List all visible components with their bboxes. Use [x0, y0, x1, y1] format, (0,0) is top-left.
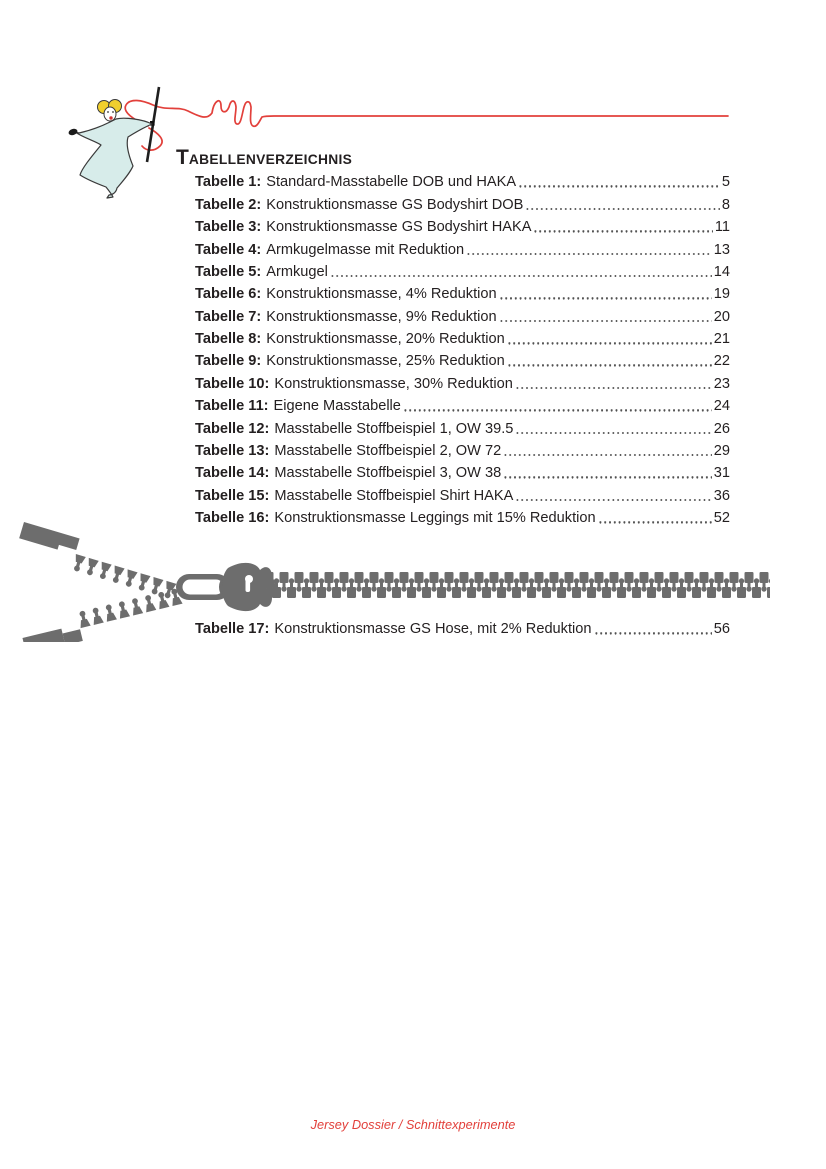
entry-label: Tabelle 9:	[195, 353, 262, 370]
entry-label: Tabelle 3:	[195, 219, 262, 236]
entry-title: Standard-Masstabelle DOB und HAKA	[266, 174, 517, 191]
entry-label: Tabelle 6:	[195, 286, 262, 303]
entry-title: Eigene Masstabelle	[273, 398, 401, 415]
dot-leader	[515, 499, 711, 501]
dot-leader	[515, 387, 712, 389]
dot-leader	[533, 230, 712, 232]
entry-label: Tabelle 5:	[195, 263, 262, 280]
toc-entry[interactable]	[195, 460, 730, 482]
toc-entry[interactable]	[195, 348, 730, 370]
entry-label: Tabelle 10:	[195, 375, 270, 392]
page-number: 56	[713, 621, 730, 637]
mouth	[109, 116, 112, 119]
page-number: 24	[713, 398, 730, 415]
page-number: 36	[713, 487, 730, 504]
zipper-chain	[264, 572, 770, 598]
entry-label: Tabelle 11:	[195, 398, 269, 415]
page-number: 20	[713, 308, 730, 325]
toc-entry[interactable]	[195, 303, 730, 325]
dot-leader	[330, 275, 712, 277]
dancer-figure	[68, 100, 152, 199]
page-number: 31	[713, 465, 730, 482]
entry-label: Tabelle 7:	[195, 308, 262, 325]
dot-leader	[499, 297, 712, 299]
entry-title: Konstruktionsmasse, 9% Reduktion	[266, 308, 497, 325]
toc-list-continued	[195, 620, 730, 638]
entry-title: Konstruktionsmasse, 20% Reduktion	[266, 331, 505, 347]
page-number: 8	[721, 196, 730, 213]
page-title-initial: T	[176, 146, 189, 169]
toc-entry[interactable]	[195, 236, 730, 258]
dress	[75, 118, 152, 198]
toc-entry[interactable]	[195, 326, 730, 348]
entry-label: Tabelle 15:	[195, 487, 270, 504]
entry-title: Masstabelle Stoffbeispiel 1, OW 39.5	[274, 420, 514, 437]
page-number: 26	[713, 420, 730, 437]
toc-list	[195, 169, 730, 527]
dot-leader	[499, 320, 712, 322]
dot-leader	[525, 208, 720, 210]
entry-title: Masstabelle Stoffbeispiel Shirt HAKA	[274, 487, 514, 504]
entry-label: Tabelle 12:	[195, 420, 270, 437]
dot-leader	[507, 364, 712, 366]
entry-title: Konstruktionsmasse GS Hose, mit 2% Reduktion	[274, 621, 592, 637]
entry-title: Masstabelle Stoffbeispiel 2, OW 72	[274, 442, 502, 459]
entry-label: Tabelle 16:	[195, 510, 270, 526]
toc-entry[interactable]	[195, 370, 730, 392]
page-number: 21	[713, 331, 730, 347]
toc-entry[interactable]	[195, 214, 730, 236]
page-number: 11	[714, 219, 730, 236]
toc-entry[interactable]	[195, 482, 730, 504]
entry-label: Tabelle 14:	[195, 465, 270, 482]
page-number: 22	[713, 353, 730, 370]
dot-leader	[466, 253, 712, 255]
entry-title: Konstruktionsmasse, 4% Reduktion	[266, 286, 497, 303]
page-number: 14	[713, 263, 730, 280]
toc-entry[interactable]	[195, 438, 730, 460]
toc-entry[interactable]	[195, 169, 730, 191]
entry-title: Konstruktionsmasse, 30% Reduktion	[274, 375, 513, 392]
dot-leader	[403, 409, 712, 411]
page-number: 29	[713, 442, 730, 459]
left-hand	[68, 128, 79, 137]
red-thread-line	[125, 100, 728, 150]
entry-label: Tabelle 8:	[195, 331, 262, 347]
page-number: 52	[713, 510, 730, 526]
toc-entry[interactable]	[195, 259, 730, 281]
page-number: 23	[713, 375, 730, 392]
entry-label: Tabelle 13:	[195, 442, 270, 459]
dot-leader	[507, 342, 712, 344]
page-number: 13	[713, 241, 730, 258]
entry-title: Konstruktionsmasse, 25% Reduktion	[266, 353, 505, 370]
entry-title: Armkugel	[266, 263, 328, 280]
entry-label: Tabelle 2:	[195, 196, 262, 213]
entry-label: Tabelle 4:	[195, 241, 262, 258]
dot-leader	[515, 432, 711, 434]
entry-title: Konstruktionsmasse GS Bodyshirt DOB	[266, 196, 524, 213]
entry-title: Masstabelle Stoffbeispiel 3, OW 38	[274, 465, 502, 482]
dot-leader	[594, 632, 712, 634]
toc-entry[interactable]	[195, 393, 730, 415]
toc-entry[interactable]	[195, 620, 730, 638]
page-title-rest: ABELLENVERZEICHNIS	[188, 152, 353, 167]
entry-label: Tabelle 1:	[195, 174, 262, 191]
page-number: 5	[721, 174, 730, 191]
dot-leader	[503, 454, 712, 456]
entry-title: Konstruktionsmasse GS Bodyshirt HAKA	[266, 219, 532, 236]
toc-entry[interactable]	[195, 281, 730, 303]
zipper-slider	[176, 563, 276, 611]
toc-entry[interactable]	[195, 191, 730, 213]
footer-text: Jersey Dossier / Schnittexperimente	[310, 1117, 516, 1132]
entry-label: Tabelle 17:	[195, 621, 270, 637]
page-number: 19	[713, 286, 730, 303]
entry-title: Konstruktionsmasse Leggings mit 15% Reduktion	[274, 510, 596, 526]
toc-entry[interactable]	[195, 415, 730, 437]
dot-leader	[518, 185, 720, 187]
entry-title: Armkugelmasse mit Reduktion	[266, 241, 465, 258]
page-title	[176, 147, 352, 169]
dot-leader	[503, 476, 712, 478]
zipper-upper-tape	[18, 522, 181, 600]
